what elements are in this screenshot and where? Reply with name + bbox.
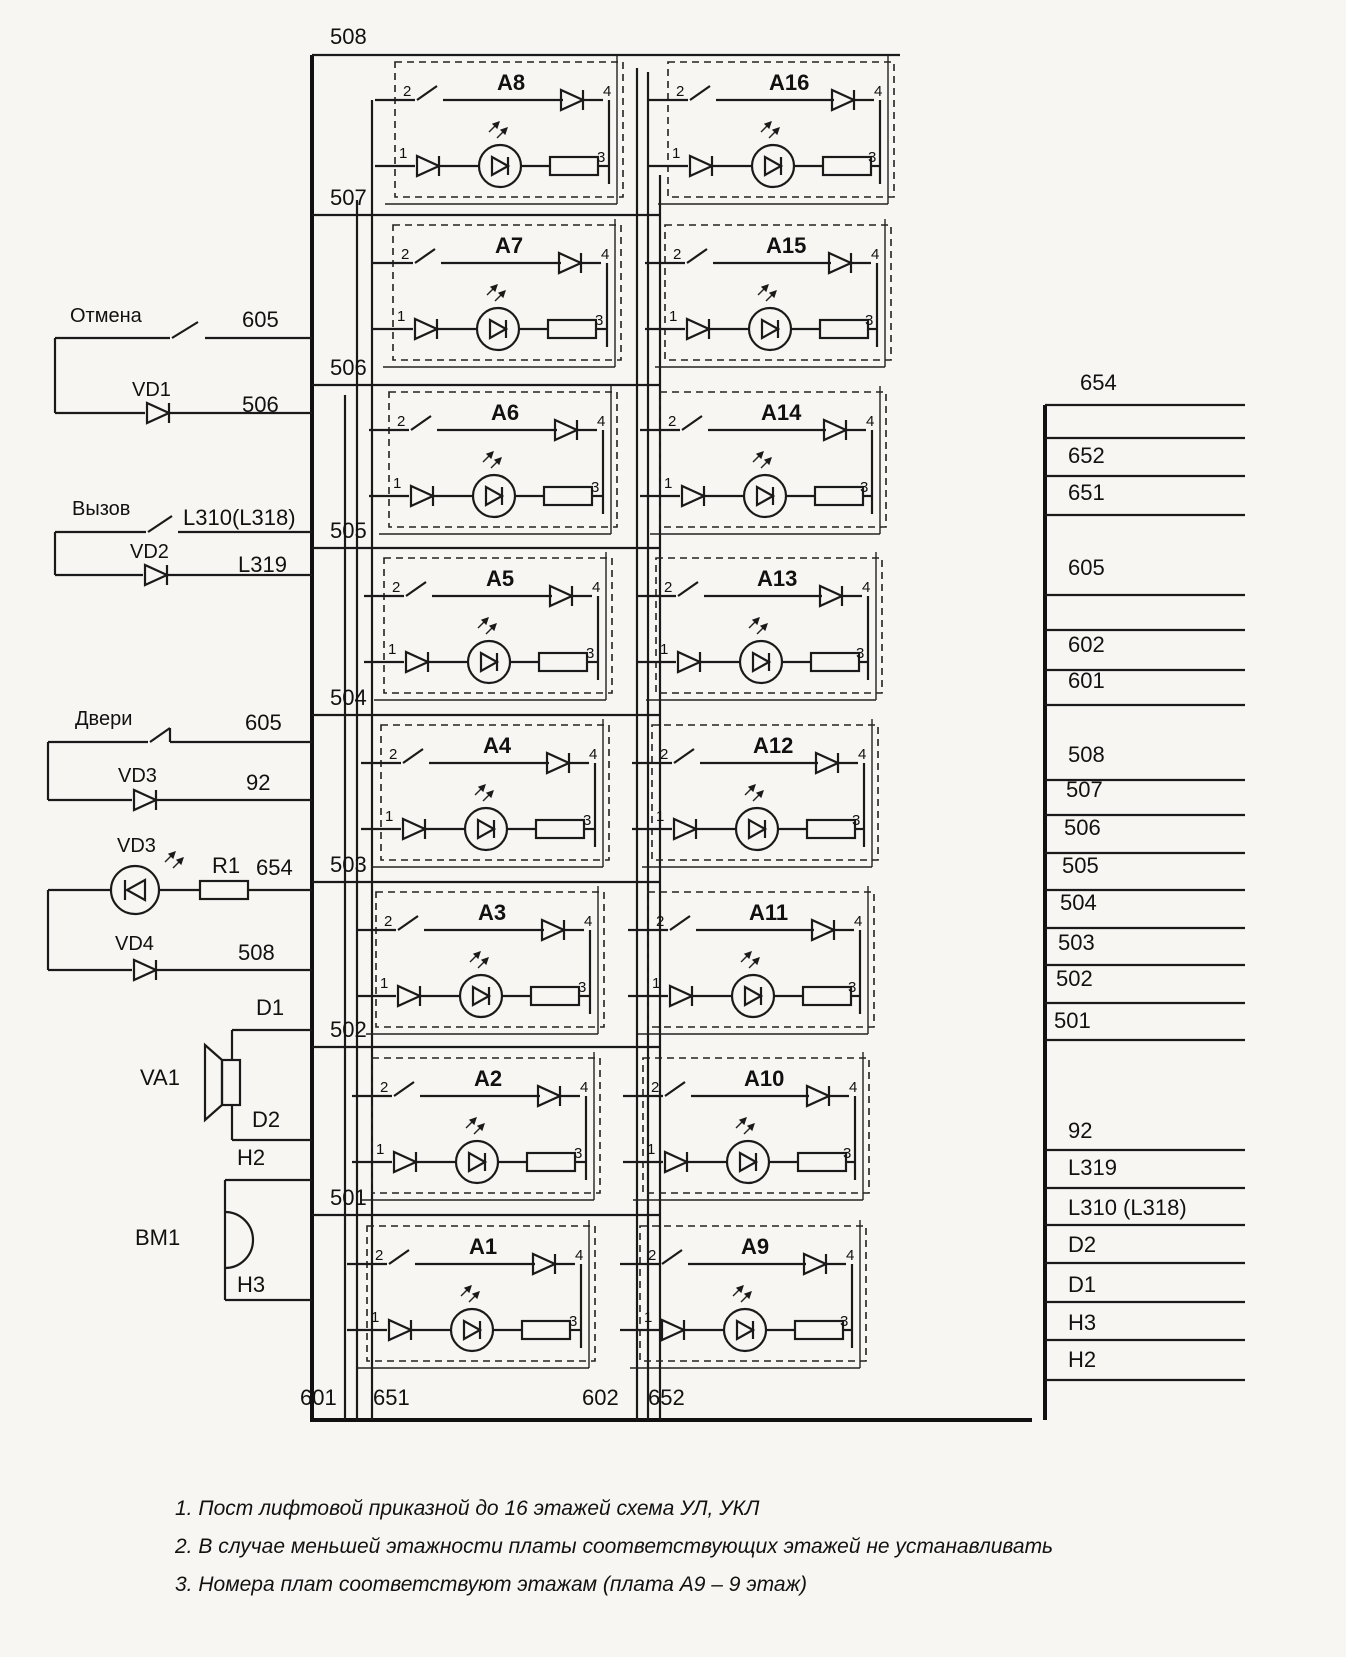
led-icon [468, 641, 510, 683]
bottom-bus-label: 601 [300, 1385, 337, 1410]
resistor-icon [823, 157, 871, 175]
resistor-icon [798, 1153, 846, 1171]
row-bus-label: 505 [330, 518, 367, 543]
row-bus-label: 507 [330, 185, 367, 210]
pin-1: 1 [388, 641, 397, 658]
vd3-led-label: VD3 [117, 835, 156, 857]
module-label: A8 [497, 70, 526, 95]
pin-4: 4 [858, 746, 867, 763]
pin-2: 2 [651, 1079, 660, 1096]
input-diode-icon [670, 986, 692, 1006]
switch-contact [687, 249, 707, 263]
cancel-label: Отмена [70, 305, 142, 327]
led-icon [456, 1141, 498, 1183]
module-label: A16 [769, 70, 810, 95]
module-label: A6 [491, 400, 520, 425]
resistor-icon [544, 487, 592, 505]
switch-contact [670, 916, 690, 930]
wire-label: 92 [246, 770, 271, 795]
pin-2: 2 [668, 413, 677, 430]
pin-1: 1 [385, 808, 394, 825]
resistor-icon [820, 320, 868, 338]
pin-4: 4 [580, 1079, 589, 1096]
pin-1: 1 [656, 808, 665, 825]
module-A1 [347, 1220, 595, 1368]
led-triangle [753, 653, 769, 671]
row-bus-label: 504 [330, 685, 367, 710]
pin-4: 4 [854, 913, 863, 930]
input-diode-icon [403, 819, 425, 839]
pin-1: 1 [380, 975, 389, 992]
connector-pin-label: 601 [1068, 668, 1105, 693]
resistor-icon [807, 820, 855, 838]
connector-pin-label: 503 [1058, 930, 1095, 955]
input-diode-icon [417, 156, 439, 176]
pin-4: 4 [597, 413, 606, 430]
resistor-icon [539, 653, 587, 671]
switch-contact [662, 1250, 682, 1264]
led-triangle [745, 987, 761, 1005]
row-bus-label: 502 [330, 1017, 367, 1042]
module-A8 [375, 56, 623, 204]
pin-4: 4 [603, 83, 612, 100]
bottom-bus-label: 651 [373, 1385, 410, 1410]
module-A6 [369, 386, 617, 534]
connector-pin-label: 505 [1062, 853, 1099, 878]
wire-label: 506 [242, 392, 279, 417]
pin-1: 1 [376, 1141, 385, 1158]
bm1-label: BM1 [135, 1225, 181, 1250]
led-triangle [762, 320, 778, 338]
output-diode-icon [807, 1086, 829, 1106]
vd4-diode-icon [134, 960, 156, 980]
connector-pin-label: 501 [1054, 1008, 1091, 1033]
wire-label: D1 [256, 995, 285, 1020]
output-diode-icon [829, 253, 851, 273]
connector-pin-label: 507 [1066, 777, 1103, 802]
module-label: A14 [761, 400, 802, 425]
output-diode-icon [542, 920, 564, 940]
output-diode-icon [550, 586, 572, 606]
pin-2: 2 [384, 913, 393, 930]
module-label: A2 [474, 1066, 503, 1091]
led-icon [479, 145, 521, 187]
module-A13 [636, 552, 882, 700]
wire-label: L310(L318) [183, 505, 296, 530]
input-diode-icon [394, 1152, 416, 1172]
led-triangle [464, 1321, 480, 1339]
led-icon [451, 1309, 493, 1351]
module-label: A9 [741, 1234, 770, 1259]
pin-1: 1 [672, 145, 681, 162]
output-diode-icon [804, 1254, 826, 1274]
pin-2: 2 [660, 746, 669, 763]
input-diode-icon [406, 652, 428, 672]
output-diode-icon [538, 1086, 560, 1106]
pin-3: 3 [840, 1313, 849, 1330]
doors-label: Двери [75, 708, 133, 730]
connector-pin-label: D2 [1068, 1232, 1097, 1257]
led-triangle [737, 1321, 753, 1339]
resistor-icon [815, 487, 863, 505]
output-diode-icon [559, 253, 581, 273]
pin-3: 3 [848, 979, 857, 996]
module-label: A1 [469, 1234, 498, 1259]
led-icon [460, 975, 502, 1017]
input-diode-icon [662, 1320, 684, 1340]
vd3-diode-icon [134, 790, 156, 810]
module-A15 [645, 219, 891, 367]
vd1-label: VD1 [132, 379, 171, 401]
connector-pin-label: 605 [1068, 555, 1105, 580]
pin-4: 4 [592, 579, 601, 596]
connector-pin-label: 654 [1080, 370, 1117, 395]
switch-contact [417, 86, 437, 100]
module-A5 [364, 552, 612, 700]
module-A2 [352, 1052, 600, 1200]
connector-pin-label: 502 [1056, 966, 1093, 991]
module-label: A12 [753, 733, 794, 758]
output-diode-icon [533, 1254, 555, 1274]
note-2: 2. В случае меньшей этажности платы соответствующих этажей не устанавливать [175, 1535, 1054, 1558]
input-diode-icon [411, 486, 433, 506]
pin-2: 2 [389, 746, 398, 763]
led-triangle [478, 820, 494, 838]
pin-2: 2 [392, 579, 401, 596]
pin-4: 4 [871, 246, 880, 263]
led-icon [749, 308, 791, 350]
resistor-icon [531, 987, 579, 1005]
module-label: A15 [766, 233, 807, 258]
note-1: 1. Пост лифтовой приказной до 16 этажей схема УЛ, УКЛ [175, 1497, 760, 1520]
connector-pin-label: 652 [1068, 443, 1105, 468]
pin-2: 2 [664, 579, 673, 596]
pin-1: 1 [399, 145, 408, 162]
led-triangle [765, 157, 781, 175]
wire-label: 508 [238, 940, 275, 965]
wire-label: 605 [242, 307, 279, 332]
input-diode-icon [682, 486, 704, 506]
connector-pin-label: D1 [1068, 1272, 1097, 1297]
switch-contact [690, 86, 710, 100]
connector-pin-label: 602 [1068, 632, 1105, 657]
input-diode-icon [678, 652, 700, 672]
pin-1: 1 [397, 308, 406, 325]
pin-2: 2 [375, 1247, 384, 1264]
led-triangle [127, 880, 145, 900]
pin-3: 3 [569, 1313, 578, 1330]
resistor-icon [536, 820, 584, 838]
pin-1: 1 [647, 1141, 656, 1158]
row-bus-label: 503 [330, 852, 367, 877]
connector-pin-label: 508 [1068, 742, 1105, 767]
va1-label: VA1 [140, 1065, 180, 1090]
led-triangle [749, 820, 765, 838]
module-label: A3 [478, 900, 507, 925]
pin-3: 3 [597, 149, 606, 166]
output-diode-icon [824, 420, 846, 440]
led-triangle [486, 487, 502, 505]
pin-3: 3 [583, 812, 592, 829]
speaker-cone [205, 1045, 222, 1120]
switch-contact [150, 728, 170, 742]
pin-2: 2 [648, 1247, 657, 1264]
pin-2: 2 [676, 83, 685, 100]
module-label: A13 [757, 566, 798, 591]
pin-3: 3 [586, 645, 595, 662]
switch-contact [682, 416, 702, 430]
resistor-icon [811, 653, 859, 671]
bottom-bus-label: 652 [648, 1385, 685, 1410]
connector-pin-label: H2 [1068, 1347, 1097, 1372]
led-triangle [757, 487, 773, 505]
output-diode-icon [832, 90, 854, 110]
module-A16 [648, 56, 894, 204]
input-diode-icon [415, 319, 437, 339]
input-diode-icon [674, 819, 696, 839]
pin-4: 4 [575, 1247, 584, 1264]
wire-label: 605 [245, 710, 282, 735]
connector-pin-label: 651 [1068, 480, 1105, 505]
input-diode-icon [687, 319, 709, 339]
input-diode-icon [389, 1320, 411, 1340]
switch-contact [148, 516, 172, 532]
led-indicator-icon [111, 866, 159, 914]
pin-2: 2 [656, 913, 665, 930]
led-icon [732, 975, 774, 1017]
switch-contact [665, 1082, 685, 1096]
resistor-icon [527, 1153, 575, 1171]
pin-1: 1 [664, 475, 673, 492]
r1-label: R1 [212, 853, 241, 878]
led-icon [473, 475, 515, 517]
note-3: 3. Номера плат соответствуют этажам (плата А9 – 9 этаж) [175, 1573, 808, 1596]
led-triangle [490, 320, 506, 338]
connector-pin-label: H3 [1068, 1310, 1097, 1335]
module-label: A11 [749, 900, 789, 925]
module-A14 [640, 386, 886, 534]
resistor-icon [548, 320, 596, 338]
module-A11 [628, 886, 874, 1034]
pin-3: 3 [868, 149, 877, 166]
led-icon [465, 808, 507, 850]
output-diode-icon [561, 90, 583, 110]
pin-4: 4 [846, 1247, 855, 1264]
resistor-icon [550, 157, 598, 175]
output-diode-icon [547, 753, 569, 773]
wire-label: L319 [238, 552, 287, 577]
pin-1: 1 [669, 308, 678, 325]
pin-1: 1 [371, 1309, 380, 1326]
module-A4 [361, 719, 609, 867]
led-triangle [481, 653, 497, 671]
module-label: A7 [495, 233, 524, 258]
wire-label: 654 [256, 855, 293, 880]
module-label: A5 [486, 566, 515, 591]
connector-pin-label: 506 [1064, 815, 1101, 840]
led-icon [740, 641, 782, 683]
led-icon [744, 475, 786, 517]
wire-label: D2 [252, 1107, 281, 1132]
pin-1: 1 [660, 641, 669, 658]
switch-contact [389, 1250, 409, 1264]
module-A9 [620, 1220, 866, 1368]
module-label: A4 [483, 733, 512, 758]
pin-2: 2 [403, 83, 412, 100]
pin-3: 3 [865, 312, 874, 329]
resistor-icon [803, 987, 851, 1005]
switch-contact [398, 916, 418, 930]
pin-4: 4 [589, 746, 598, 763]
pin-4: 4 [874, 83, 883, 100]
switch-contact [411, 416, 431, 430]
module-label: A10 [744, 1066, 785, 1091]
pin-2: 2 [397, 413, 406, 430]
switch-contact [394, 1082, 414, 1096]
call-label: Вызов [72, 498, 131, 520]
output-diode-icon [555, 420, 577, 440]
pin-3: 3 [860, 479, 869, 496]
pin-2: 2 [380, 1079, 389, 1096]
led-icon [727, 1141, 769, 1183]
output-diode-icon [816, 753, 838, 773]
module-A3 [356, 886, 604, 1034]
switch-contact [172, 322, 198, 338]
switch-contact [415, 249, 435, 263]
vd1-diode-icon [147, 403, 169, 423]
led-triangle [492, 157, 508, 175]
led-triangle [469, 1153, 485, 1171]
r1-resistor-icon [200, 881, 248, 899]
pin-4: 4 [849, 1079, 858, 1096]
connector-pin-label: 504 [1060, 890, 1097, 915]
led-icon [752, 145, 794, 187]
led-icon [724, 1309, 766, 1351]
switch-contact [674, 749, 694, 763]
pin-1: 1 [393, 475, 402, 492]
input-diode-icon [690, 156, 712, 176]
input-diode-icon [665, 1152, 687, 1172]
pin-3: 3 [578, 979, 587, 996]
module-A7 [373, 219, 621, 367]
pin-4: 4 [601, 246, 610, 263]
diagram-notes [175, 1490, 1295, 1604]
connector-pin-label: 92 [1068, 1118, 1093, 1143]
led-triangle [740, 1153, 756, 1171]
module-A12 [632, 719, 878, 867]
led-triangle [473, 987, 489, 1005]
pin-3: 3 [574, 1145, 583, 1162]
pin-4: 4 [862, 579, 871, 596]
vd2-diode-icon [145, 565, 167, 585]
pin-2: 2 [401, 246, 410, 263]
pin-3: 3 [591, 479, 600, 496]
led-icon [736, 808, 778, 850]
led-icon [477, 308, 519, 350]
output-diode-icon [812, 920, 834, 940]
bus-label-top: 508 [330, 24, 367, 49]
connector-pin-label: L310 (L318) [1068, 1195, 1187, 1220]
pin-1: 1 [644, 1309, 653, 1326]
row-bus-label: 501 [330, 1185, 367, 1210]
input-diode-icon [398, 986, 420, 1006]
pin-3: 3 [852, 812, 861, 829]
switch-contact [406, 582, 426, 596]
vd2-label: VD2 [130, 541, 169, 563]
vd3-label: VD3 [118, 765, 157, 787]
resistor-icon [522, 1321, 570, 1339]
pin-1: 1 [652, 975, 661, 992]
bottom-bus-label: 602 [582, 1385, 619, 1410]
wire-label: H3 [237, 1272, 266, 1297]
switch-contact [403, 749, 423, 763]
switch-contact [678, 582, 698, 596]
pin-3: 3 [843, 1145, 852, 1162]
pin-4: 4 [584, 913, 593, 930]
wire-label: H2 [237, 1145, 266, 1170]
vd4-label: VD4 [115, 933, 154, 955]
pin-2: 2 [673, 246, 682, 263]
speaker-icon [222, 1060, 240, 1105]
resistor-icon [795, 1321, 843, 1339]
pin-4: 4 [866, 413, 875, 430]
row-bus-label: 506 [330, 355, 367, 380]
pin-3: 3 [856, 645, 865, 662]
output-diode-icon [820, 586, 842, 606]
connector-pin-label: L319 [1068, 1155, 1117, 1180]
pin-3: 3 [595, 312, 604, 329]
microphone-icon [225, 1212, 253, 1268]
